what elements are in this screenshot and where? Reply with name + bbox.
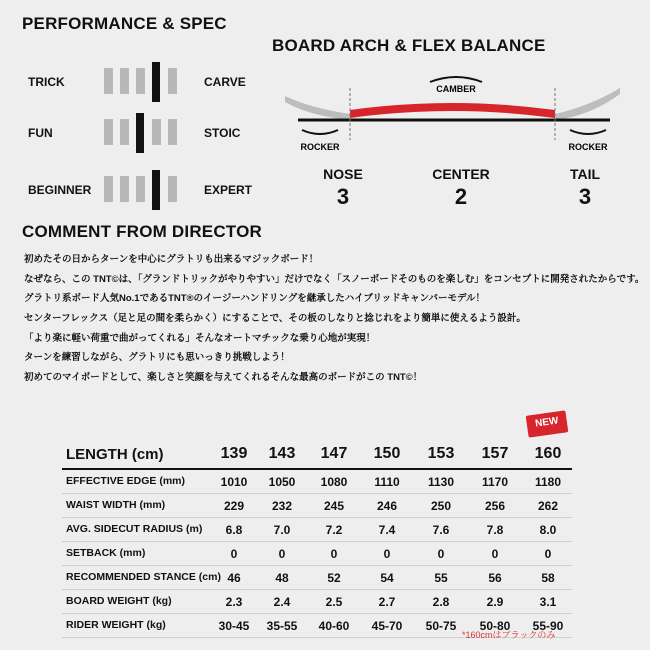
spec-row-label: AVG. SIDECUT RADIUS (m) bbox=[66, 523, 203, 535]
spec-cell: 55-90 bbox=[532, 619, 564, 633]
spec-cell: 262 bbox=[537, 499, 559, 513]
spec-row-label: EFFECTIVE EDGE (mm) bbox=[66, 475, 186, 487]
spec-row bbox=[62, 542, 572, 566]
spec-cell: 0 bbox=[544, 547, 552, 561]
spec-row-label: WAIST WIDTH (mm) bbox=[66, 499, 166, 511]
spec-cell: 7.2 bbox=[325, 523, 343, 537]
flex-nose bbox=[303, 166, 383, 210]
flex-tail-value: 3 bbox=[578, 184, 592, 209]
spec-cell: 58 bbox=[541, 571, 555, 585]
slider-left-label: TRICK bbox=[28, 75, 65, 89]
arch-title: BOARD ARCH & FLEX BALANCE bbox=[272, 36, 546, 55]
flex-nose-value: 3 bbox=[336, 184, 350, 209]
slider-step bbox=[136, 68, 145, 94]
board-arch-diagram bbox=[280, 60, 625, 160]
comment-line: グラトリ系ボード人気No.1であるTNT®のイージーハンドリングを継承したハイブリッドキャンバーモデル！ bbox=[24, 293, 486, 305]
slider-active-marker bbox=[152, 170, 160, 210]
spec-row bbox=[62, 470, 572, 494]
spec-row-label: RECOMMENDED STANCE (cm) bbox=[66, 571, 221, 583]
length-value: 143 bbox=[268, 445, 296, 462]
slider-active-marker bbox=[136, 113, 144, 153]
slider-bars bbox=[104, 113, 180, 153]
spec-cell: 7.8 bbox=[486, 523, 504, 537]
length-value: 147 bbox=[320, 445, 348, 462]
comment-line: なぜなら、この TNT©は、「グランドトリックがやりやすい」だけでなく「スノーボードそのものを楽しむ」をコンセプトに開発されたからです。 bbox=[24, 273, 645, 285]
slider-trick-carve bbox=[24, 62, 254, 102]
slider-step bbox=[152, 119, 161, 145]
slider-right-label: CARVE bbox=[204, 75, 246, 89]
spec-row bbox=[62, 518, 572, 542]
director-comment bbox=[24, 250, 645, 388]
spec-cell: 2.4 bbox=[273, 595, 291, 609]
camber-label: CAMBER bbox=[436, 84, 476, 94]
color-note: *160cmはブラックのみ bbox=[462, 630, 556, 640]
slider-right-label: STOIC bbox=[204, 126, 241, 140]
camber-arc-icon bbox=[430, 77, 482, 82]
length-value: 139 bbox=[220, 445, 248, 462]
slider-bars bbox=[104, 170, 180, 210]
rocker-nose-shape bbox=[285, 96, 350, 120]
spec-cell: 1170 bbox=[481, 475, 509, 489]
length-value: 153 bbox=[427, 445, 455, 462]
spec-cell: 8.0 bbox=[539, 523, 557, 537]
slider-step bbox=[168, 176, 177, 202]
comment-line: 初めてのマイボードとして、楽しさと笑顔を与えてくれるそんな最高のボードがこの TNT©！ bbox=[24, 372, 423, 384]
spec-cell: 250 bbox=[430, 499, 452, 513]
rocker-tail-shape bbox=[555, 88, 620, 120]
spec-cell: 48 bbox=[275, 571, 289, 585]
spec-cell: 229 bbox=[223, 499, 245, 513]
camber-shape bbox=[350, 103, 555, 118]
slider-left-label: FUN bbox=[28, 126, 53, 140]
slider-step bbox=[120, 68, 129, 94]
comment-line: 初めたその日からターンを中心にグラトリも出来るマジックボード！ bbox=[24, 254, 319, 265]
spec-cell: 6.8 bbox=[225, 523, 243, 537]
spec-cell: 232 bbox=[271, 499, 293, 513]
spec-cell: 0 bbox=[230, 547, 238, 561]
new-badge: NEW bbox=[526, 410, 569, 437]
spec-header-row bbox=[62, 440, 572, 470]
spec-cell: 30-45 bbox=[218, 619, 250, 633]
flex-center bbox=[421, 166, 501, 210]
spec-cell: 1080 bbox=[320, 475, 348, 489]
slider-fun-stoic bbox=[24, 113, 254, 153]
spec-cell: 0 bbox=[330, 547, 338, 561]
spec-cell: 0 bbox=[383, 547, 391, 561]
spec-cell: 0 bbox=[278, 547, 286, 561]
spec-cell: 2.8 bbox=[432, 595, 450, 609]
spec-cell: 1130 bbox=[427, 475, 455, 489]
slider-left-label: BEGINNER bbox=[28, 183, 92, 197]
length-value: 160 bbox=[534, 445, 562, 462]
flex-nose-name: NOSE bbox=[323, 166, 363, 182]
slider-active-marker bbox=[152, 62, 160, 102]
spec-cell: 7.0 bbox=[273, 523, 291, 537]
flex-tail-name: TAIL bbox=[569, 166, 601, 182]
performance-title: PERFORMANCE & SPEC bbox=[22, 14, 227, 33]
slider-step bbox=[168, 68, 177, 94]
slider-bars bbox=[104, 62, 180, 102]
spec-cell: 52 bbox=[327, 571, 341, 585]
spec-row-label: BOARD WEIGHT (kg) bbox=[66, 595, 172, 607]
rocker-nose-arc-icon bbox=[302, 130, 338, 134]
spec-cell: 256 bbox=[484, 499, 506, 513]
spec-cell: 1110 bbox=[374, 475, 400, 489]
spec-cell: 3.1 bbox=[539, 595, 557, 609]
spec-cell: 245 bbox=[323, 499, 345, 513]
spec-cell: 40-60 bbox=[318, 619, 350, 633]
length-value: 157 bbox=[481, 445, 509, 462]
spec-table bbox=[62, 440, 572, 638]
flex-center-name: CENTER bbox=[432, 166, 490, 182]
spec-cell: 0 bbox=[437, 547, 445, 561]
spec-cell: 54 bbox=[380, 571, 394, 585]
comment-line: センターフレックス（足と足の間を柔らかく）にすることで、その板のしなりと捻じれをより簡単に使えるよう設計。 bbox=[24, 313, 526, 325]
spec-cell: 246 bbox=[376, 499, 398, 513]
slider-right-label: EXPERT bbox=[204, 183, 253, 197]
spec-cell: 1010 bbox=[220, 475, 248, 489]
slider-step bbox=[104, 119, 113, 145]
spec-cell: 1050 bbox=[268, 475, 296, 489]
comment-line: 「より楽に軽い荷重で曲がってくれる」そんなオートマチックな乗り心地が実現！ bbox=[24, 332, 376, 344]
spec-cell: 0 bbox=[491, 547, 499, 561]
spec-cell: 7.6 bbox=[432, 523, 450, 537]
slider-beginner-expert bbox=[24, 170, 254, 210]
spec-cell: 7.4 bbox=[378, 523, 396, 537]
spec-cell: 2.5 bbox=[325, 595, 343, 609]
slider-step bbox=[120, 119, 129, 145]
flex-tail bbox=[545, 166, 625, 210]
spec-cell: 35-55 bbox=[266, 619, 298, 633]
flex-center-value: 2 bbox=[454, 184, 468, 209]
length-header-label: LENGTH (cm) bbox=[66, 446, 164, 463]
spec-cell: 50-80 bbox=[479, 619, 511, 633]
spec-cell: 46 bbox=[227, 571, 241, 585]
comment-title: COMMENT FROM DIRECTOR bbox=[22, 222, 262, 241]
spec-row bbox=[62, 590, 572, 614]
spec-cell: 1180 bbox=[534, 475, 562, 489]
rocker-tail-label: ROCKER bbox=[568, 142, 608, 152]
spec-row bbox=[62, 494, 572, 518]
rocker-nose-label: ROCKER bbox=[300, 142, 340, 152]
length-value: 150 bbox=[373, 445, 401, 462]
slider-step bbox=[120, 176, 129, 202]
comment-line: ターンを練習しながら、グラトリにも思いっきり挑戦しよう！ bbox=[24, 352, 290, 364]
spec-row-label: SETBACK (mm) bbox=[66, 547, 146, 559]
spec-cell: 55 bbox=[434, 571, 448, 585]
slider-step bbox=[104, 176, 113, 202]
spec-cell: 2.3 bbox=[225, 595, 243, 609]
spec-cell: 2.7 bbox=[378, 595, 396, 609]
spec-row bbox=[62, 566, 572, 590]
spec-cell: 56 bbox=[488, 571, 502, 585]
spec-row-label: RIDER WEIGHT (kg) bbox=[66, 619, 166, 631]
spec-cell: 45-70 bbox=[371, 619, 403, 633]
slider-step bbox=[104, 68, 113, 94]
slider-step bbox=[168, 119, 177, 145]
spec-cell: 2.9 bbox=[486, 595, 504, 609]
rocker-tail-arc-icon bbox=[570, 130, 606, 134]
slider-step bbox=[136, 176, 145, 202]
spec-cell: 50-75 bbox=[425, 619, 457, 633]
